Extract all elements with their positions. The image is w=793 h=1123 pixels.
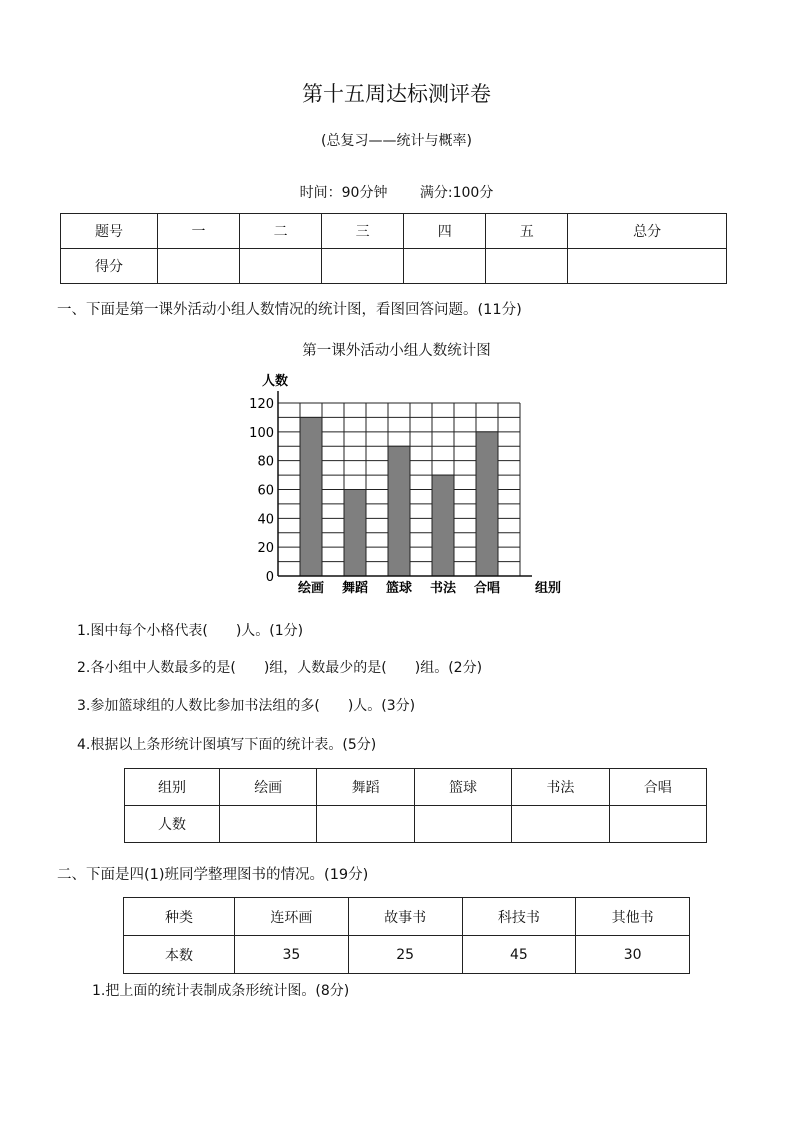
score-header-cell: 五 — [486, 214, 568, 249]
score-table-header-row — [61, 214, 727, 249]
y-tick-label: 120 — [249, 397, 274, 412]
bar-合唱 — [476, 432, 498, 576]
book-count-cell: 25 — [348, 936, 462, 974]
book-header-cell: 其他书 — [576, 898, 690, 936]
book-stats-table — [123, 897, 690, 974]
exam-time: 时间：90分钟 — [299, 185, 388, 201]
book-row-label: 本数 — [124, 936, 235, 974]
bar-chart — [240, 365, 580, 600]
score-header-cell: 题号 — [61, 214, 158, 249]
score-header-cell: 总分 — [568, 214, 727, 249]
book-header-cell: 科技书 — [462, 898, 576, 936]
question-1-2: 2.各小组中人数最多的是( )组，人数最少的是( )组。(2分) — [77, 660, 483, 676]
y-tick-label: 0 — [265, 570, 274, 585]
group-header-cell: 书法 — [512, 769, 609, 806]
bar-书法 — [432, 475, 454, 576]
book-header-cell: 连环画 — [235, 898, 349, 936]
score-cell[interactable] — [404, 249, 486, 284]
page-subtitle: (总复习——统计与概率) — [321, 133, 472, 149]
y-tick-label: 20 — [257, 541, 274, 557]
score-cell[interactable] — [486, 249, 568, 284]
group-stats-table — [124, 768, 707, 843]
y-tick-label: 80 — [257, 454, 274, 470]
group-answer-cell[interactable] — [609, 806, 706, 843]
book-table-header-row — [124, 898, 690, 936]
score-header-cell: 三 — [322, 214, 404, 249]
score-header-cell: 一 — [158, 214, 240, 249]
score-row-label: 得分 — [61, 249, 158, 284]
question-1-3: 3.参加篮球组的人数比参加书法组的多( )人。(3分) — [77, 698, 416, 714]
score-table-score-row — [61, 249, 727, 284]
chart-title: 第一课外活动小组人数统计图 — [302, 343, 491, 359]
question-1-4: 4.根据以上条形统计图填写下面的统计表。(5分) — [77, 737, 377, 753]
group-header-cell: 组别 — [125, 769, 220, 806]
book-header-cell: 故事书 — [348, 898, 462, 936]
group-table-header-row — [125, 769, 707, 806]
score-cell[interactable] — [240, 249, 322, 284]
question-1-1: 1.图中每个小格代表( )人。(1分) — [77, 623, 304, 639]
x-tick-label: 舞蹈 — [341, 581, 369, 596]
score-table — [60, 213, 727, 284]
book-count-cell: 35 — [235, 936, 349, 974]
y-tick-label: 40 — [257, 512, 274, 528]
group-header-cell: 合唱 — [609, 769, 706, 806]
x-tick-label: 篮球 — [385, 581, 413, 596]
book-table-count-row — [124, 936, 690, 974]
group-header-cell: 绘画 — [220, 769, 317, 806]
score-cell[interactable] — [322, 249, 404, 284]
book-count-cell: 45 — [462, 936, 576, 974]
score-cell[interactable] — [568, 249, 727, 284]
x-tick-label: 绘画 — [297, 581, 325, 596]
bar-舞蹈 — [344, 490, 366, 577]
x-tick-label: 书法 — [429, 581, 457, 596]
group-header-cell: 舞蹈 — [317, 769, 414, 806]
group-answer-cell[interactable] — [317, 806, 414, 843]
y-tick-label: 60 — [257, 483, 274, 499]
section1-heading: 一、下面是第一课外活动小组人数情况的统计图，看图回答问题。(11分) — [57, 302, 522, 318]
y-axis-label: 人数 — [262, 374, 289, 389]
y-tick-label: 100 — [249, 425, 274, 441]
question-2-1: 1.把上面的统计表制成条形统计图。(8分) — [92, 983, 350, 999]
x-tick-label: 合唱 — [473, 581, 501, 596]
score-header-cell: 二 — [240, 214, 322, 249]
group-row-label: 人数 — [125, 806, 220, 843]
page-title: 第十五周达标测评卷 — [302, 82, 491, 106]
book-count-cell: 30 — [576, 936, 690, 974]
bar-绘画 — [300, 417, 322, 576]
bar-篮球 — [388, 446, 410, 576]
group-answer-cell[interactable] — [414, 806, 511, 843]
book-header-cell: 种类 — [124, 898, 235, 936]
group-table-count-row — [125, 806, 707, 843]
group-header-cell: 篮球 — [414, 769, 511, 806]
chart-bars — [300, 417, 498, 576]
score-header-cell: 四 — [404, 214, 486, 249]
section2-heading: 二、下面是四(1)班同学整理图书的情况。(19分) — [57, 867, 369, 883]
exam-full-score: 满分:100分 — [419, 185, 494, 201]
exam-info — [0, 182, 793, 202]
x-axis-label: 组别 — [535, 581, 562, 596]
group-answer-cell[interactable] — [512, 806, 609, 843]
group-answer-cell[interactable] — [220, 806, 317, 843]
score-cell[interactable] — [158, 249, 240, 284]
